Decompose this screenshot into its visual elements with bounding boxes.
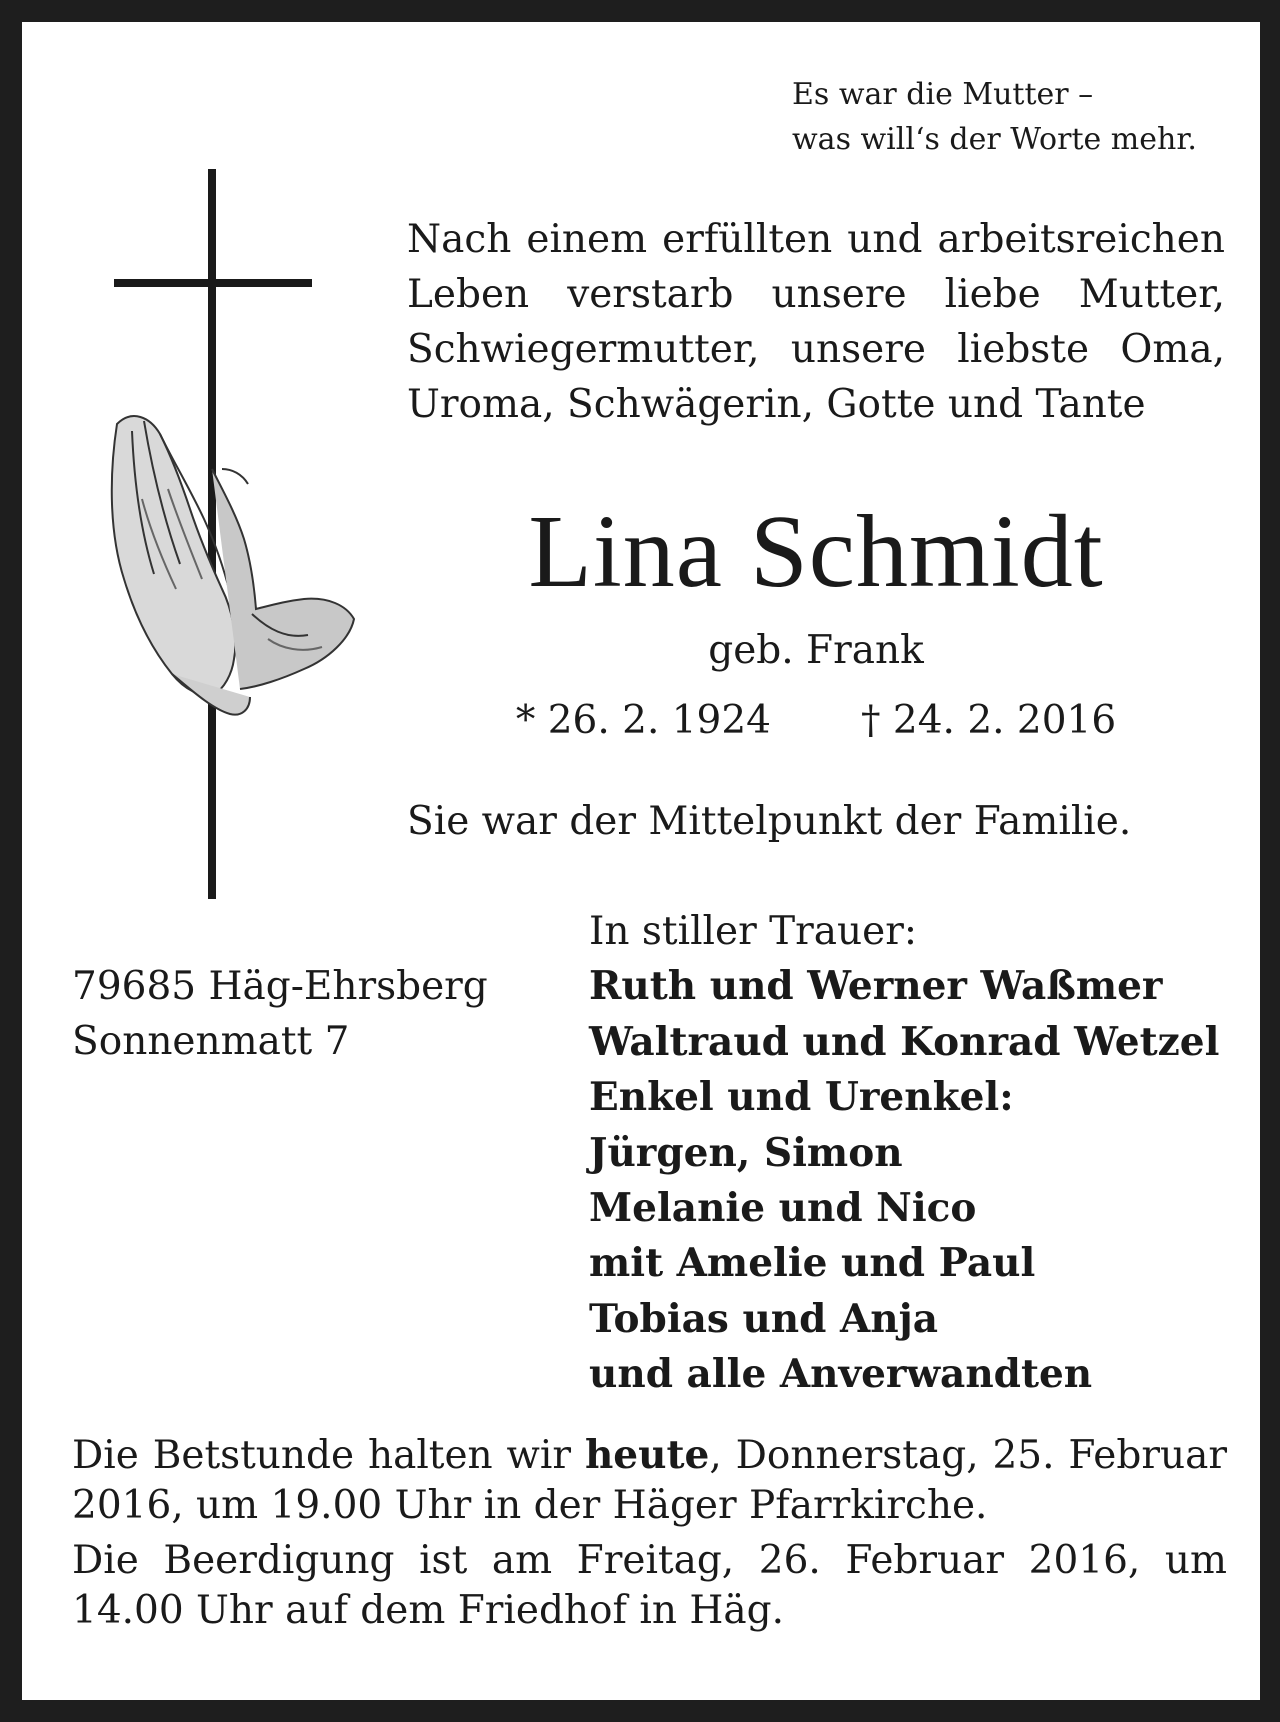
- prayer-service: [72, 1430, 1227, 1531]
- mourner-line: Enkel und Urenkel:: [589, 1074, 1014, 1121]
- mourner-line: Ruth und Werner Waßmer: [589, 963, 1163, 1010]
- motto: [792, 72, 1232, 162]
- mourner-line: Jürgen, Simon: [589, 1129, 903, 1176]
- address-street: Sonnenmatt 7: [72, 1019, 350, 1064]
- mourners-block: [589, 904, 1229, 1403]
- address-city: 79685 Häg-Ehrsberg: [72, 964, 488, 1009]
- funeral-service: Die Beerdigung ist am Freitag, 26. Februar 2016, um 14.00 Uhr auf dem Friedhof in Häg.: [72, 1538, 1227, 1633]
- birth-name: geb. Frank: [708, 628, 924, 673]
- service-info: [72, 1430, 1227, 1641]
- intro-text: Nach einem erfüllten und arbeitsreichen Leben verstarb unsere liebe Mutter, Schwiegermutter, unsere liebste Oma, Uroma, Schwägerin, Gotte und Tante: [407, 217, 1225, 427]
- mourner-line: Melanie und Nico: [589, 1185, 977, 1232]
- death-date: † 24. 2. 2016: [861, 698, 1117, 743]
- cross-and-praying-hands: [72, 169, 372, 899]
- mourners-heading: In stiller Trauer:: [589, 909, 918, 954]
- life-dates: [407, 696, 1225, 746]
- motto-line-1: Es war die Mutter –: [792, 77, 1094, 112]
- prayer-text-bold: heute: [584, 1432, 710, 1478]
- deceased-name: Lina Schmidt: [528, 494, 1104, 609]
- mourner-line: Waltraud und Konrad Wetzel: [589, 1018, 1220, 1065]
- mourner-line: mit Amelie und Paul: [589, 1240, 1036, 1287]
- obituary-notice: [22, 22, 1260, 1700]
- mourner-line: Tobias und Anja: [589, 1295, 939, 1342]
- tribute-text: Sie war der Mittelpunkt der Familie.: [407, 799, 1132, 844]
- motto-line-2: was will‘s der Worte mehr.: [792, 122, 1197, 157]
- prayer-text-before: Die Betstunde halten wir: [72, 1433, 572, 1478]
- birth-date: * 26. 2. 1924: [515, 698, 771, 743]
- address-block: [72, 959, 552, 1069]
- praying-hands-icon: [112, 416, 354, 715]
- mourner-line: und alle Anverwandten: [589, 1351, 1093, 1398]
- prayer-text-after: , Donnerstag, 25. Februar 2016, um 19.00 Uhr in der Häger Pfarrkirche.: [72, 1433, 1228, 1528]
